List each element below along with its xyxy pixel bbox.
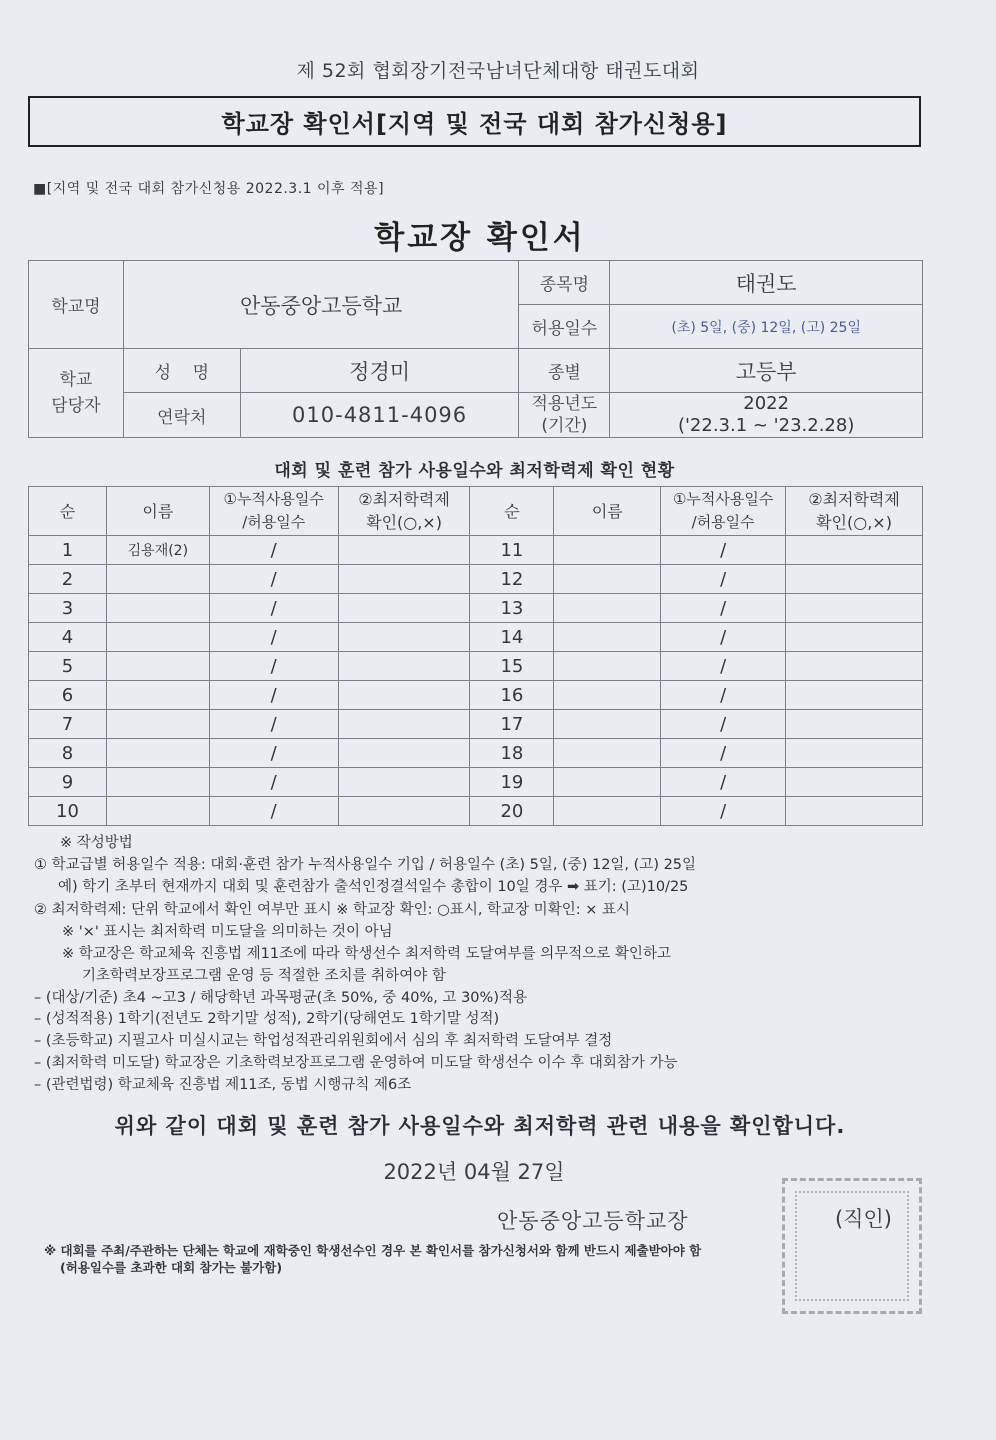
- row-number-cell: 15: [470, 652, 554, 681]
- table-row: [29, 768, 923, 797]
- student-name-cell: [106, 797, 209, 826]
- instruction-line: – (초등학교) 지필고사 미실시교는 학업성적관리위원회에서 심의 후 최저학력 도달여부 결정: [34, 1033, 613, 1050]
- used-days-cell: /: [209, 536, 338, 565]
- min-grade-cell: [786, 739, 923, 768]
- instruction-line: ※ 학교장은 학교체육 진흥법 제11조에 따라 학생선수 최저학력 도달여부를 의무적으로 확인하고: [62, 945, 671, 962]
- student-name-cell: [554, 710, 661, 739]
- used-days-cell: /: [209, 739, 338, 768]
- min-grade-cell: [338, 681, 470, 710]
- min-grade-cell: [338, 536, 470, 565]
- used-days-cell: /: [209, 681, 338, 710]
- col-days-header: ①누적사용일수 /허용일수: [209, 487, 338, 536]
- student-name-cell: 김용재(2): [106, 536, 209, 565]
- student-name-cell: [106, 681, 209, 710]
- student-name-cell: [554, 652, 661, 681]
- instruction-line: ※ '×' 표시는 최저학력 미도달을 의미하는 것이 아님: [62, 924, 393, 941]
- student-name-cell: [554, 623, 661, 652]
- seal-label: (직인): [835, 1207, 892, 1231]
- col-no-header: 순: [470, 487, 554, 536]
- student-name-cell: [554, 739, 661, 768]
- roster-title: 대회 및 훈련 참가 사용일수와 최저학력제 확인 현황: [274, 461, 675, 481]
- table-row: [29, 739, 923, 768]
- student-name-cell: [554, 681, 661, 710]
- used-days-cell: /: [661, 652, 786, 681]
- min-grade-cell: [786, 536, 923, 565]
- row-number-cell: 1: [29, 536, 107, 565]
- division-label: 종별: [519, 349, 610, 393]
- student-name-cell: [554, 536, 661, 565]
- used-days-cell: /: [661, 536, 786, 565]
- table-row: [29, 797, 923, 826]
- row-number-cell: 19: [470, 768, 554, 797]
- official-seal-stamp: [782, 1178, 922, 1314]
- row-number-cell: 17: [470, 710, 554, 739]
- instruction-line: 예) 학기 초부터 현재까지 대회 및 훈련참가 출석인정결석일수 총합이 10일 경우 ➡ 표기: (고)10/25: [58, 878, 689, 895]
- contact-value: 010-4811-4096: [240, 393, 519, 438]
- footnote-line: ※ 대회를 주최/주관하는 단체는 학교에 재학중인 학생선수인 경우 본 확인서를 참가신청서와 함께 반드시 제출받아야 함: [44, 1243, 702, 1258]
- sport-label: 종목명: [519, 261, 610, 305]
- division-value: 고등부: [610, 349, 923, 393]
- min-grade-cell: [338, 565, 470, 594]
- row-number-cell: 3: [29, 594, 107, 623]
- manager-name-value: 정경미: [240, 349, 519, 393]
- table-row: [29, 594, 923, 623]
- issue-date: 2022년 04월 27일: [383, 1160, 565, 1184]
- table-row: [29, 710, 923, 739]
- footnote-line: (허용일수를 초과한 대회 참가는 불가함): [60, 1260, 283, 1275]
- used-days-cell: /: [209, 623, 338, 652]
- manager-label: 학교 담당자: [29, 349, 124, 438]
- min-grade-cell: [786, 565, 923, 594]
- col-min-header: ②최저학력제 확인(○,×): [786, 487, 923, 536]
- row-number-cell: 18: [470, 739, 554, 768]
- instruction-line: – (성적적용) 1학기(전년도 2학기말 성적), 2학기(당해연도 1학기말 성적): [34, 1011, 500, 1028]
- min-grade-cell: [786, 797, 923, 826]
- table-row: [29, 652, 923, 681]
- used-days-cell: /: [209, 797, 338, 826]
- event-title: 제 52회 협회장기전국남녀단체대항 태권도대회: [296, 60, 700, 82]
- used-days-cell: /: [661, 594, 786, 623]
- row-number-cell: 5: [29, 652, 107, 681]
- instruction-line: ① 학교급별 허용일수 적용: 대회·훈련 참가 누적사용일수 기입 / 허용일수 (초) 5일, (중) 12일, (고) 25일: [34, 856, 697, 873]
- instruction-line: – (대상/기준) 초4 ~고3 / 해당학년 과목평균(초 50%, 중 40%, 고 30%)적용: [34, 989, 527, 1006]
- apply-note: ■[지역 및 전국 대회 참가신청용 2022.3.1 이후 적용]: [33, 181, 385, 197]
- used-days-cell: /: [661, 623, 786, 652]
- student-name-cell: [106, 739, 209, 768]
- used-days-cell: /: [209, 652, 338, 681]
- used-days-cell: /: [209, 710, 338, 739]
- col-name-header: 이름: [554, 487, 661, 536]
- min-grade-cell: [786, 710, 923, 739]
- used-days-cell: /: [661, 739, 786, 768]
- instruction-line: 기초학력보장프로그램 운영 등 적절한 조치를 취하여야 함: [82, 967, 446, 984]
- principal-name: 안동중앙고등학교장: [497, 1209, 689, 1233]
- row-number-cell: 14: [470, 623, 554, 652]
- row-number-cell: 4: [29, 623, 107, 652]
- manager-name-label: 성 명: [123, 349, 240, 393]
- instructions: [34, 833, 914, 1097]
- instruction-line: – (관련법령) 학교체육 진흥법 제11조, 동법 시행규칙 제6조: [34, 1076, 412, 1093]
- table-row: [29, 681, 923, 710]
- row-number-cell: 10: [29, 797, 107, 826]
- student-name-cell: [106, 768, 209, 797]
- info-table: [28, 260, 923, 438]
- row-number-cell: 9: [29, 768, 107, 797]
- instruction-line: – (최저학력 미도달) 학교장은 기초학력보장프로그램 운영하여 미도달 학생선수 이수 후 대회참가 가능: [34, 1054, 678, 1071]
- student-name-cell: [106, 594, 209, 623]
- min-grade-cell: [338, 710, 470, 739]
- instructions-heading: ※ 작성방법: [60, 835, 133, 851]
- roster-table: [28, 486, 923, 826]
- confirmation-statement: 위와 같이 대회 및 훈련 참가 사용일수와 최저학력 관련 내용을 확인합니다.: [114, 1114, 846, 1138]
- table-row: [29, 536, 923, 565]
- student-name-cell: [106, 652, 209, 681]
- min-grade-cell: [338, 594, 470, 623]
- row-number-cell: 6: [29, 681, 107, 710]
- min-grade-cell: [786, 768, 923, 797]
- student-name-cell: [106, 623, 209, 652]
- min-grade-cell: [786, 652, 923, 681]
- student-name-cell: [554, 797, 661, 826]
- school-name-label: 학교명: [29, 261, 124, 349]
- student-name-cell: [106, 565, 209, 594]
- row-number-cell: 13: [470, 594, 554, 623]
- contact-label: 연락처: [123, 393, 240, 438]
- used-days-cell: /: [661, 710, 786, 739]
- document-title: 학교장 확인서: [374, 220, 586, 256]
- min-grade-cell: [786, 681, 923, 710]
- row-number-cell: 8: [29, 739, 107, 768]
- min-grade-cell: [786, 594, 923, 623]
- sport-value: 태권도: [610, 261, 923, 305]
- min-grade-cell: [338, 623, 470, 652]
- col-min-header: ②최저학력제 확인(○,×): [338, 487, 470, 536]
- col-name-header: 이름: [106, 487, 209, 536]
- used-days-cell: /: [661, 797, 786, 826]
- footnote: [44, 1242, 701, 1276]
- table-row: [29, 565, 923, 594]
- row-number-cell: 12: [470, 565, 554, 594]
- col-no-header: 순: [29, 487, 107, 536]
- min-grade-cell: [338, 768, 470, 797]
- student-name-cell: [554, 594, 661, 623]
- allowed-days-value: (초) 5일, (중) 12일, (고) 25일: [610, 305, 923, 349]
- col-days-header: ①누적사용일수 /허용일수: [661, 487, 786, 536]
- school-name-value: 안동중앙고등학교: [123, 261, 519, 349]
- used-days-cell: /: [209, 768, 338, 797]
- min-grade-cell: [786, 623, 923, 652]
- used-days-cell: /: [661, 681, 786, 710]
- used-days-cell: /: [209, 565, 338, 594]
- form-title-box: 학교장 확인서[지역 및 전국 대회 참가신청용]: [28, 96, 921, 147]
- instruction-line: ② 최저학력제: 단위 학교에서 확인 여부만 표시 ※ 학교장 확인: ○표시, 학교장 미확인: × 표시: [34, 902, 630, 919]
- row-number-cell: 2: [29, 565, 107, 594]
- year-value: 2022 ('22.3.1 ~ '23.2.28): [610, 393, 923, 438]
- row-number-cell: 7: [29, 710, 107, 739]
- student-name-cell: [554, 768, 661, 797]
- min-grade-cell: [338, 652, 470, 681]
- row-number-cell: 11: [470, 536, 554, 565]
- min-grade-cell: [338, 797, 470, 826]
- used-days-cell: /: [209, 594, 338, 623]
- row-number-cell: 16: [470, 681, 554, 710]
- allowed-days-label: 허용일수: [519, 305, 610, 349]
- row-number-cell: 20: [470, 797, 554, 826]
- used-days-cell: /: [661, 565, 786, 594]
- table-row: [29, 623, 923, 652]
- student-name-cell: [106, 710, 209, 739]
- year-label: 적용년도 (기간): [519, 393, 610, 438]
- student-name-cell: [554, 565, 661, 594]
- min-grade-cell: [338, 739, 470, 768]
- used-days-cell: /: [661, 768, 786, 797]
